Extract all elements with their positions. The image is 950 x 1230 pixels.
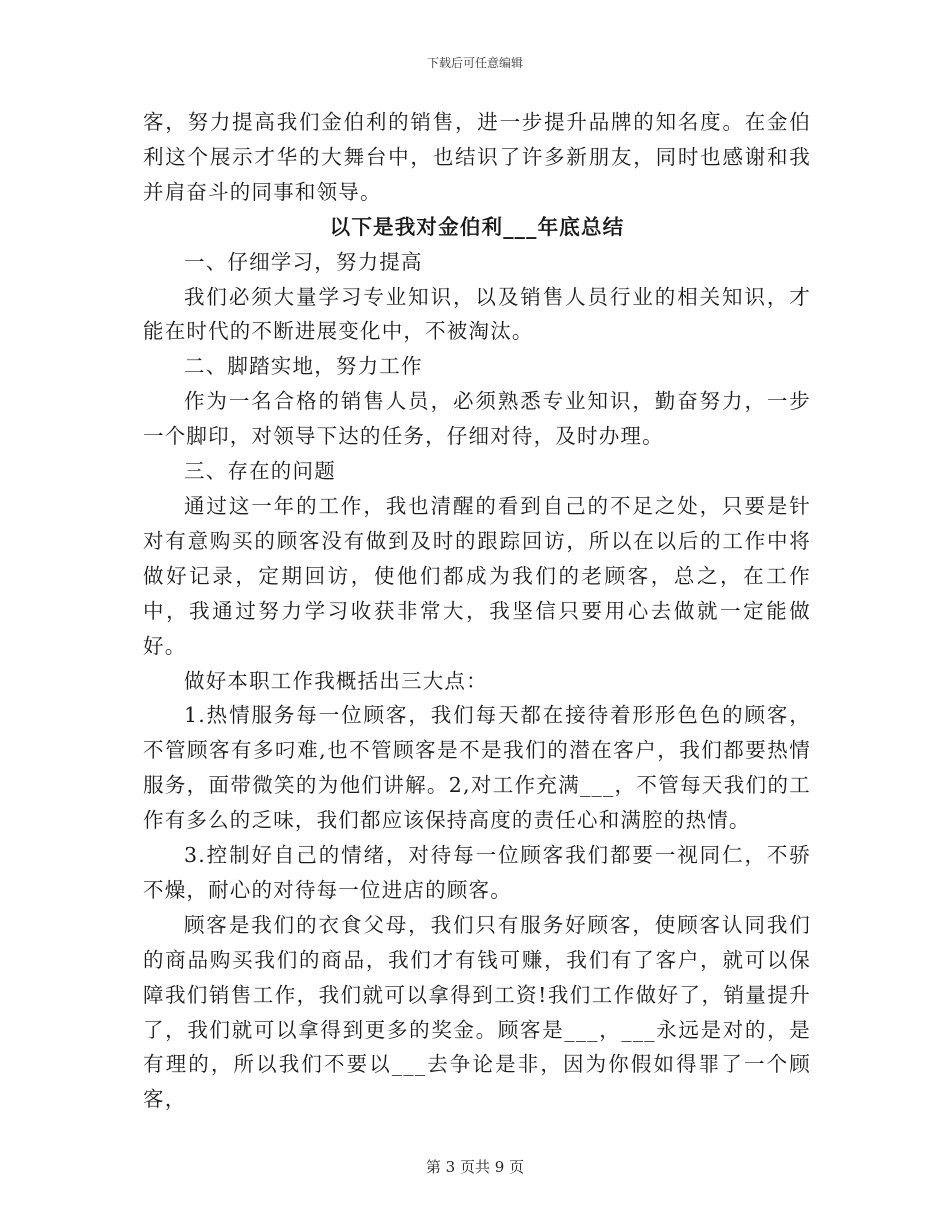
section-heading-1: 一、仔细学习，努力提高 (184, 249, 423, 274)
paragraph: 作为一名合格的销售人员，必须熟悉专业知识，勤奋努力，一步一个脚印，对领导下达的任务，仔细对待，及时办理。 (143, 389, 811, 449)
section-heading-2: 二、脚踏实地，努力工作 (184, 354, 423, 379)
paragraph: 顾客是我们的衣食父母，我们只有服务好顾客，使顾客认同我们的商品购买我们的商品，我们才有钱可赚，我们有了客户，就可以保障我们销售工作，我们就可以拿得到工资!我们工作做好了，销量提升了，我们就可以拿得到更多的奖金。顾客是___，___永远是对的，是有理的，所以我们不要以___去争论是非，因为你假如得罪了一个顾客， (143, 912, 811, 1112)
paragraph: 通过这一年的工作，我也清醒的看到自己的不足之处，只要是针对有意购买的顾客没有做到及时的跟踪回访，所以在以后的工作中将做好记录，定期回访，使他们都成为我们的老顾客，总之，在工作中，我通过努力学习收获非常大，我坚信只要用心去做就一定能做好。 (143, 493, 811, 658)
list-item-1: 1.热情服务每一位顾客，我们每天都在接待着形形色色的顾客，不管顾客有多叼难,也不管顾客是不是我们的潜在客户，我们都要热情服务，面带微笑的为他们讲解。2,对工作充满___，不管每天我们的工作有多么的乏味，我们都应该保持高度的责任心和满腔的热情。 (143, 703, 811, 833)
list-item-3: 3.控制好自己的情绪，对待每一位顾客我们都要一视同仁，不骄不燥，耐心的对待每一位进店的顾客。 (143, 843, 811, 902)
section-heading-3: 三、存在的问题 (184, 459, 336, 484)
document-body (143, 105, 811, 1117)
page-header: 下载后可任意编辑 (426, 56, 523, 70)
paragraph-continuation: 客，努力提高我们金伯利的销售，进一步提升品牌的知名度。在金伯利这个展示才华的大舞台中，也结识了许多新朋友，同时也感谢和我并肩奋斗的同事和领导。 (143, 110, 811, 204)
page-footer: 第 3 页共 9 页 (425, 1158, 525, 1176)
paragraph: 我们必须大量学习专业知识，以及销售人员行业的相关知识，才能在时代的不断进展变化中，不被淘汰。 (143, 284, 811, 344)
paragraph: 做好本职工作我概括出三大点： (184, 668, 488, 693)
section-title: 以下是我对金伯利___年底总结 (329, 214, 625, 239)
